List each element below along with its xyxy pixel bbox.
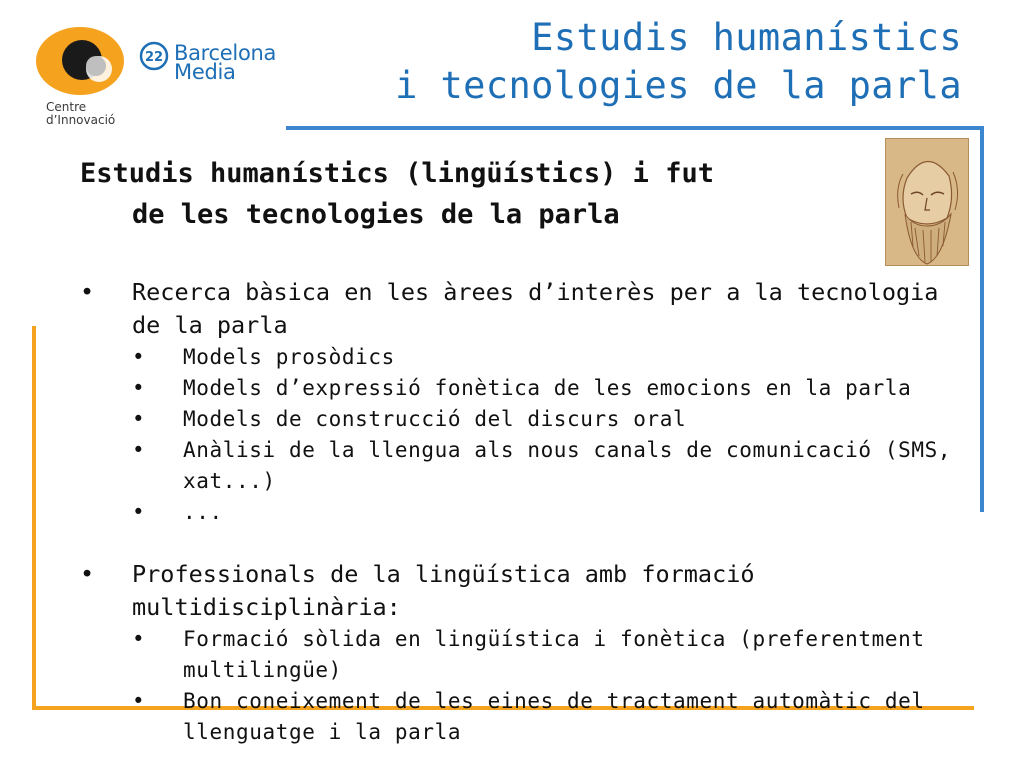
bullet-list (80, 276, 960, 748)
title-line-1: Estudis humanístics (531, 16, 962, 59)
sub-list-item (80, 686, 960, 748)
sub-item-text: Models prosòdics (183, 345, 395, 369)
frame-line-right (980, 126, 984, 512)
frame-line-top (286, 126, 984, 130)
sub-list-item (80, 373, 960, 404)
sub-list-item (80, 624, 960, 686)
centre-line-1: Centre (46, 100, 87, 114)
leonardo-portrait-image (885, 138, 969, 266)
sub-item-text: Models d’expressió fonètica de les emocions en la parla (183, 376, 912, 400)
brand-name (174, 41, 277, 84)
sub-item-text: Models de construcció del discurs oral (183, 407, 687, 431)
bullet-icon: • (80, 560, 95, 588)
list-item-text: Professionals de la lingüística amb formació multidisciplinària: (132, 560, 755, 621)
slide-title (395, 14, 962, 110)
bullet-icon: • (132, 407, 146, 431)
bullet-icon: • (132, 376, 146, 400)
sub-list-item (80, 342, 960, 373)
svg-text:22: 22 (144, 50, 164, 65)
bullet-icon: • (132, 689, 146, 713)
sub-list-item (80, 497, 960, 528)
list-item (80, 276, 960, 528)
title-line-2: i tecnologies de la parla (395, 64, 962, 107)
centre-label (46, 101, 115, 127)
brand-line-1: Barcelona (174, 41, 277, 65)
list-item-text: Recerca bàsica en les àrees d’interès per a la tecnologia de la parla (132, 278, 939, 339)
sub-list (132, 342, 960, 528)
sub-list-item (80, 404, 960, 435)
bullet-icon: • (132, 500, 146, 524)
sub-list (132, 624, 960, 748)
list-spacer (80, 528, 960, 558)
sub-item-text: Anàlisi de la llengua als nous canals de comunicació (SMS, xat...) (183, 438, 952, 493)
slide-heading (80, 153, 885, 235)
sub-list-item (80, 435, 960, 497)
list-item (80, 558, 960, 748)
bullet-icon: • (132, 438, 146, 462)
bullet-icon: • (132, 345, 146, 369)
bullet-icon: • (132, 627, 146, 651)
heading-line-2: de les tecnologies de la parla (132, 199, 620, 230)
heading-line-1: Estudis humanístics (lingüístics) i fut (80, 158, 714, 189)
brand-line-2: Media (174, 60, 236, 84)
bullet-icon: • (80, 278, 95, 306)
centre-line-2: d’Innovació (46, 113, 116, 127)
portrait-icon (885, 138, 969, 266)
sub-item-text: Formació sòlida en lingüística i fonètica (preferentment multilingüe) (183, 627, 925, 682)
frame-line-left (32, 326, 36, 708)
sub-item-text: ... (183, 500, 223, 524)
sub-item-text: Bon coneixement de les eines de tractament automàtic del llenguatge i la parla (183, 689, 925, 744)
